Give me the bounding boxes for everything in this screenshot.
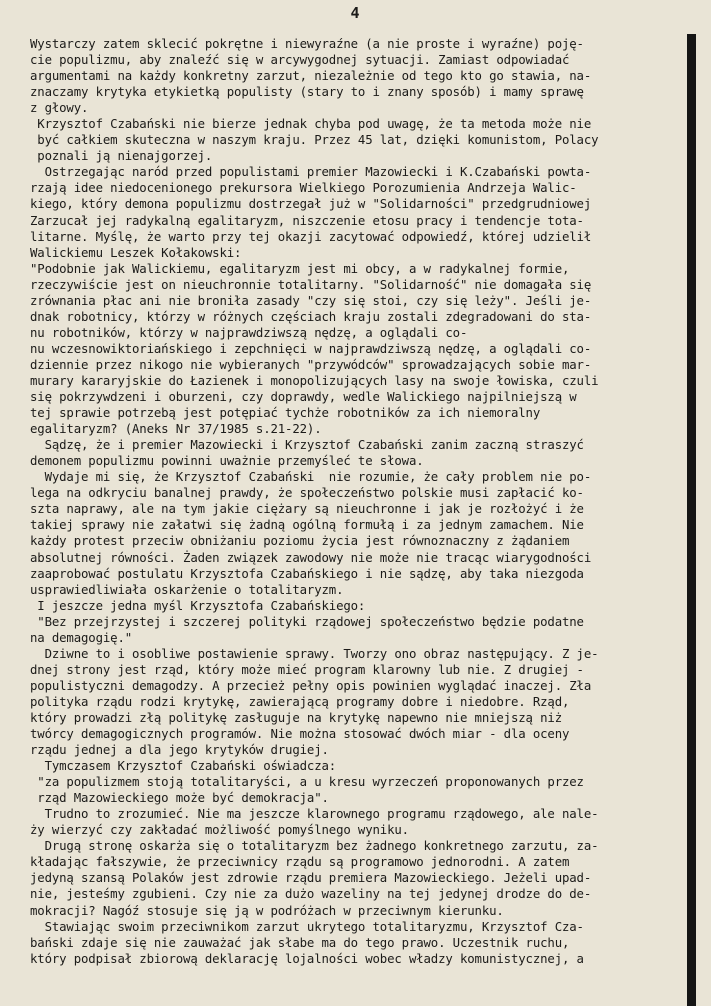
text-line: dnej strony jest rząd, który może mieć program klarowny lub nie. Z drugiej - <box>30 661 584 677</box>
text-line: który podpisał zbiorową deklarację lojalności wobec władzy komunistycznej, a <box>30 950 584 966</box>
text-line: jedyną szansą Polaków jest zdrowie rządu premiera Mazowieckiego. Jeżeli upad- <box>30 870 592 886</box>
text-line: Drugą stronę oskarża się o totalitaryzm bez żadnego konkretnego zarzutu, za- <box>30 838 599 854</box>
text-line: znaczamy krytyka etykietką populisty (stary to i znany sposób) i mamy sprawę <box>30 84 584 100</box>
text-line: argumentami na każdy konkretny zarzut, niezależnie od tego kto go stawia, na- <box>30 68 592 84</box>
text-line: lega na odkryciu banalnej prawdy, że społeczeństwo polskie musi zapłacić ko- <box>30 485 584 501</box>
text-line: nie, jesteśmy zgubieni. Czy nie za dużo wazeliny na tej jedynej drodze do de- <box>30 886 592 902</box>
text-line: usprawiedliwiała oskarżenie o totalitaryzm. <box>30 581 344 597</box>
text-line: się pokrzywdzeni i oburzeni, czy doprawdy, wedle Walickiego najpilniejszą w <box>30 389 577 405</box>
text-line: kładając fałszywie, że przeciwnicy rządu są programowo jednorodni. A zatem <box>30 854 570 870</box>
text-line: rządu jednej a dla jego krytyków drugiej. <box>30 742 329 758</box>
text-line: Trudno to zrozumieć. Nie ma jeszcze klarownego programu rządowego, ale nale- <box>30 806 599 822</box>
text-line: takiej sprawy nie załatwi się żadną ogólną formułą i za jednym zamachem. Nie <box>30 517 584 533</box>
text-line: cie populizmu, aby znaleźć się w arcywygodnej sytuacji. Zamiast odpowiadać <box>30 52 570 68</box>
text-line: demonem populizmu powinni uważnie przemyśleć te słowa. <box>30 453 424 469</box>
text-line: z głowy. <box>30 100 89 116</box>
text-line: być całkiem skuteczna w naszym kraju. Przez 45 lat, dzięki komunistom, Polacy <box>30 132 599 148</box>
text-line: nu robotników, którzy w najprawdziwszą nędzę, a oglądali co- <box>30 324 468 340</box>
text-line: bański zdaje się nie zauważać jak słabe ma do tego prawo. Uczestnik ruchu, <box>30 934 570 950</box>
text-line: mokracji? Nagóź stosuje się ją w podróżach w przeciwnym kierunku. <box>30 902 504 918</box>
text-line: zaaprobować postulatu Krzysztofa Czabańskiego i nie sądzę, aby taka niezgoda <box>30 565 584 581</box>
text-line: litarne. Myślę, że warto przy tej okazji zacytować odpowiedź, której udzielił <box>30 228 592 244</box>
text-line: szta naprawy, ale na tym jakie ciężary są nieuchronne i jak je rozłożyć i że <box>30 501 584 517</box>
text-line: nu wczesnowiktoriańskiego i zepchnięci w najprawdziwszą nędzę, a oglądali co- <box>30 340 592 356</box>
text-line: I jeszcze jedna myśl Krzysztofa Czabańskiego: <box>30 597 366 613</box>
text-line: Ostrzegając naród przed populistami premier Mazowiecki i K.Czabański powta- <box>30 164 592 180</box>
column-rule-bar <box>687 34 696 1006</box>
text-line: rzeczywiście jest on nieuchronnie totalitarny. "Solidarność" nie domagała się <box>30 276 592 292</box>
text-line: tej sprawie potrzebą jest potępiać tychże robotników za ich niemoralny <box>30 405 541 421</box>
text-line: murary kararyjskie do Łazienek i monopolizujących lasy na swoje łowiska, czuli <box>30 372 599 388</box>
page-number: 4 <box>350 4 361 22</box>
text-line: polityka rządu rodzi krytykę, zawierającą programy dobre i niedobre. Rząd, <box>30 693 570 709</box>
text-line: "Podobnie jak Walickiemu, egalitaryzm jest mi obcy, a w radykalnej formie, <box>30 260 570 276</box>
text-line: który prowadzi złą politykę zasługuje na krytykę napewno nie mniejszą niż <box>30 709 562 725</box>
text-line: Dziwne to i osobliwe postawienie sprawy. Tworzy ono obraz następujący. Z je- <box>30 645 599 661</box>
text-line: egalitaryzm? (Aneks Nr 37/1985 s.21-22). <box>30 421 322 437</box>
text-line: "Bez przejrzystej i szczerej polityki rządowej społeczeństwo będzie podatne <box>30 613 584 629</box>
text-line: ży wierzyć czy zakładać możliwość pomyślnego wyniku. <box>30 822 409 838</box>
text-line: Tymczasem Krzysztof Czabański oświadcza: <box>30 758 337 774</box>
text-line: rzają idee niedocenionego prekursora Wielkiego Porozumienia Andrzeja Walic- <box>30 180 577 196</box>
text-line: kiego, który demona populizmu dostrzegał już w "Solidarności" przedgrudniowej <box>30 196 592 212</box>
text-line: Wydaje mi się, że Krzysztof Czabański nie rozumie, że cały problem nie po- <box>30 469 592 485</box>
text-line: populistyczni demagodzy. A przecież pełny opis powinien wyglądać inaczej. Zła <box>30 677 592 693</box>
text-line: Sądzę, że i premier Mazowiecki i Krzysztof Czabański zanim zaczną straszyć <box>30 437 584 453</box>
text-line: każdy protest przeciw obniżaniu poziomu życia jest równoznaczny z żądaniem <box>30 533 570 549</box>
text-line: Wystarczy zatem sklecić pokrętne i niewyraźne (a nie proste i wyraźne) poję- <box>30 36 584 51</box>
text-line: poznali ją nienajgorzej. <box>30 148 213 164</box>
article-text <box>30 36 682 967</box>
text-line: Stawiając swoim przeciwnikom zarzut ukrytego totalitaryzmu, Krzysztof Cza- <box>30 918 584 934</box>
text-line: Walickiemu Leszek Kołakowski: <box>30 244 242 260</box>
text-line: twórcy demagogicznych programów. Nie można stosować dwóch miar - dla oceny <box>30 726 570 742</box>
text-line: Krzysztof Czabański nie bierze jednak chyba pod uwagę, że ta metoda może nie <box>30 116 592 132</box>
text-line: zrównania płac ani nie broniła zasady "czy się stoi, czy się leży". Jeśli je- <box>30 292 592 308</box>
text-line: Zarzucał jej radykalną egalitaryzm, niszczenie etosu pracy i tendencje tota- <box>30 212 584 228</box>
text-line: dnak robotnicy, którzy w różnych częściach kraju zostali zdegradowani do sta- <box>30 308 592 324</box>
text-line: "za populizmem stoją totalitaryści, a u kresu wyrzeczeń proponowanych przez <box>30 774 584 790</box>
text-line: dziennie przez nikogo nie wybieranych "przywódców" sprowadzających sobie mar- <box>30 356 592 372</box>
text-line: absolutnej równości. Żaden związek zawodowy nie może nie tracąc wiarygodności <box>30 549 592 565</box>
text-line: rząd Mazowieckiego może być demokracja". <box>30 790 329 806</box>
text-line: na demagogię." <box>30 629 133 645</box>
